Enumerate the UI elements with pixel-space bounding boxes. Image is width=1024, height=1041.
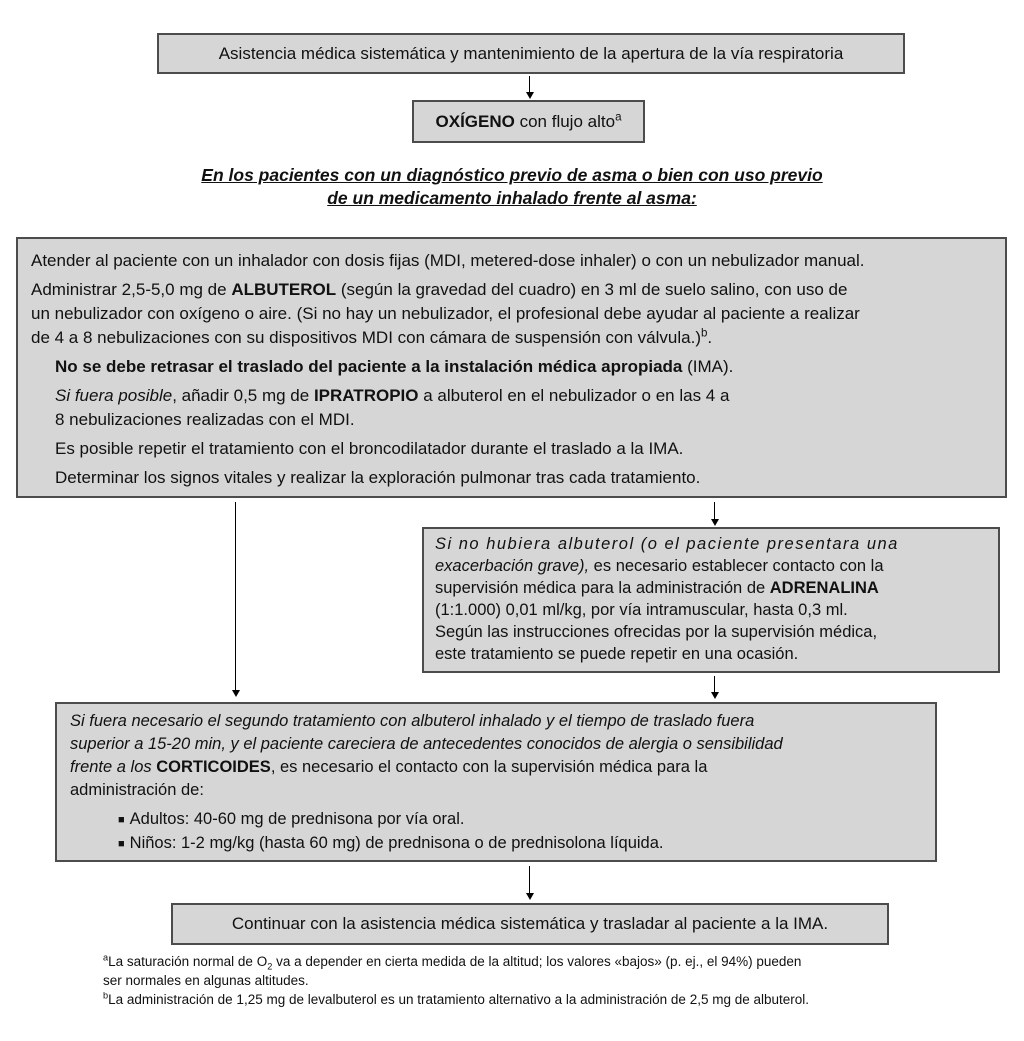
flow-box-adrenaline-text: Si no hubiera albuterol (o el paciente presentara una exacerbación grave), es necesario establecer contacto con la supervisión médica para la administración de ADRENALINA (1:1.000) 0,01 ml/kg, por vía intramuscular, hasta 0,3 ml. Según las instrucciones ofrecidas por la supervisión médica, este tratamiento se puede repetir en una ocasión. bbox=[435, 535, 899, 663]
corticoid-intro: Si fuera necesario el segundo tratamiento con albuterol inhalado y el tiempo de traslado fuera superior a 15-20 min, y el paciente careciera de antecedentes conocidos de alergia o sensibilidad frente a los CORTICOIDES, es necesario el contacto con la supervisión médica para la administración de: bbox=[70, 712, 783, 799]
treatment-paragraph: No se debe retrasar el traslado del paciente a la instalación médica apropiada (IMA). bbox=[55, 357, 734, 376]
footnotes bbox=[103, 952, 951, 1009]
flow-box-treatment bbox=[16, 237, 1007, 498]
flow-box-systematic-care-text: Asistencia médica sistemática y mantenimiento de la apertura de la vía respiratoria bbox=[218, 43, 844, 63]
arrow-treatment-to-adrenaline bbox=[714, 502, 715, 520]
intro-heading-line-2: de un medicamento inhalado frente al asma: bbox=[327, 188, 697, 208]
treatment-paragraph: Si fuera posible, añadir 0,5 mg de IPRATROPIO a albuterol en el nebulizador o en las 4 a 8 nebulizaciones realizadas con el MDI. bbox=[55, 386, 730, 429]
corticoid-bullet-children-text: Niños: 1-2 mg/kg (hasta 60 mg) de prednisona o de prednisolona líquida. bbox=[129, 834, 664, 852]
arrow-adrenaline-to-corticoid bbox=[714, 676, 715, 693]
arrow-corticoid-to-final bbox=[529, 866, 530, 894]
flow-box-oxygen-text: OXÍGENO con flujo alto$^a$ bbox=[435, 110, 622, 131]
bullet-square-icon: ■ bbox=[118, 814, 125, 826]
intro-heading-line-1: En los pacientes con un diagnóstico previo de asma o bien con uso previo bbox=[201, 165, 823, 185]
treatment-paragraph: Es posible repetir el tratamiento con el broncodilatador durante el traslado a la IMA. bbox=[55, 439, 684, 458]
flow-box-adrenaline bbox=[422, 527, 1000, 673]
arrow-top-to-oxygen bbox=[529, 76, 530, 93]
bullet-square-icon: ■ bbox=[118, 838, 125, 850]
corticoid-bullet-children bbox=[118, 832, 922, 856]
footnote-a: $^a$La saturación normal de $O_2$ va a depender en cierta medida de la altitud; los valores «bajos» (p. ej., el 94%) pueden ser normales en algunas altitudes. bbox=[103, 952, 802, 988]
treatment-paragraph: Atender al paciente con un inhalador con dosis fijas (MDI, metered-dose inhaler) o con un nebulizador manual. bbox=[31, 251, 865, 270]
arrow-treatment-to-corticoid bbox=[235, 502, 236, 691]
corticoid-bullet-list bbox=[70, 808, 922, 856]
flow-box-continue-care-text: Continuar con la asistencia médica sistemática y trasladar al paciente a la IMA. bbox=[231, 914, 829, 933]
corticoid-bullet-adults-text: Adultos: 40-60 mg de prednisona por vía oral. bbox=[129, 810, 465, 828]
flow-box-systematic-care bbox=[157, 33, 905, 74]
treatment-paragraph: Determinar los signos vitales y realizar la exploración pulmonar tras cada tratamiento. bbox=[55, 468, 701, 487]
flow-box-oxygen bbox=[412, 100, 645, 143]
intro-heading bbox=[0, 164, 1024, 210]
corticoid-bullet-adults bbox=[118, 808, 922, 832]
footnote-b: $^b$La administración de 1,25 mg de levalbuterol es un tratamiento alternativo a la administración de 2,5 mg de albuterol. bbox=[103, 990, 810, 1007]
treatment-paragraph: Administrar 2,5-5,0 mg de ALBUTEROL (según la gravedad del cuadro) en 3 ml de suelo salino, con uso de un nebulizador con oxígeno o aire. (Si no hay un nebulizador, el profesional debe ayudar al paciente a realizar de 4 a 8 nebulizaciones con su dispositivos MDI con cámara de suspensión con válvula.)$^b$. bbox=[31, 280, 860, 347]
flow-box-continue-care bbox=[171, 903, 889, 945]
flow-box-corticoid bbox=[55, 702, 937, 862]
